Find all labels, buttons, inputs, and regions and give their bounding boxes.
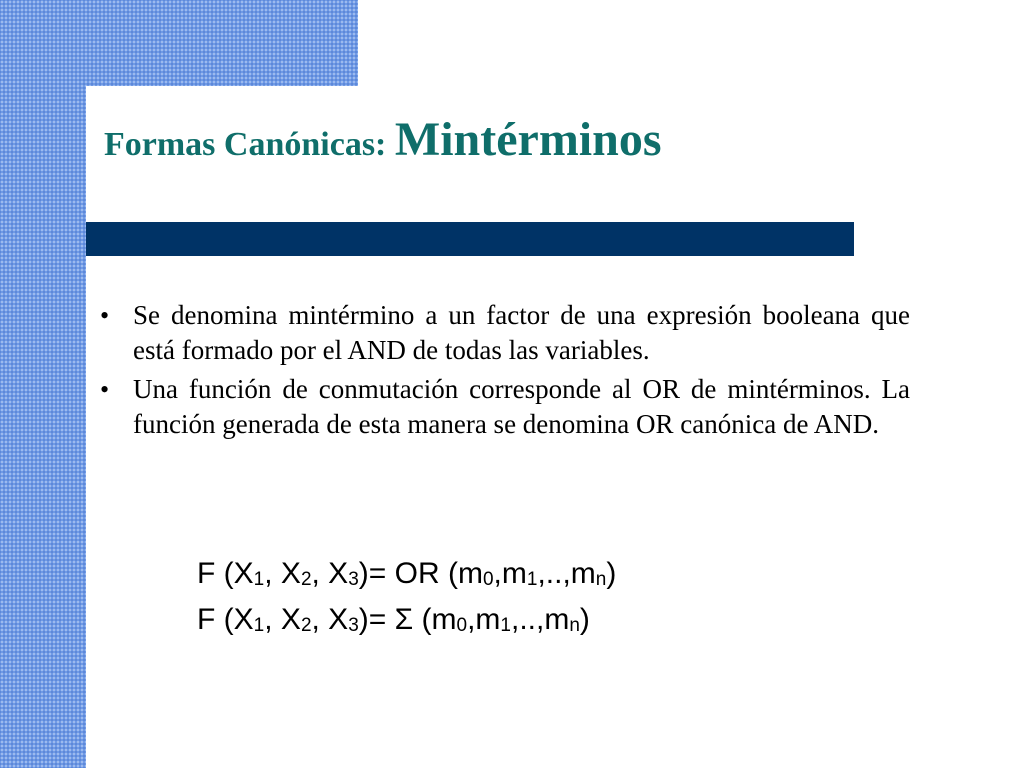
bullet-icon: • <box>100 375 110 404</box>
slide-title-main: Mintérminos <box>394 113 662 166</box>
decorative-left-panel <box>0 0 86 768</box>
formula-subscript: 0 <box>482 569 494 590</box>
formula-line <box>197 553 616 599</box>
formula-subscript: 3 <box>348 569 359 590</box>
formula-subscript: n <box>569 615 580 636</box>
formula-subscript: 0 <box>456 615 468 636</box>
bullet-item <box>100 372 910 442</box>
formula-subscript: 1 <box>253 615 265 636</box>
bullet-list <box>100 298 910 446</box>
formula-text: ) <box>579 603 590 636</box>
bullet-icon: • <box>100 301 110 330</box>
formula-text: )= Σ (m <box>358 603 457 636</box>
formula-text: ,..,m <box>537 557 596 590</box>
formula-subscript: 1 <box>526 569 538 590</box>
formula-text: , X <box>264 557 301 590</box>
formula-line <box>197 599 616 645</box>
formula-subscript: 1 <box>253 569 265 590</box>
formula-text: ,..,m <box>510 603 570 636</box>
bullet-text: Se denomina mintérmino a un factor de una expresión booleana que está formado por el AND de todas las variables. <box>133 300 910 365</box>
formula-text: F (X <box>197 557 254 590</box>
slide-title-prefix: Formas Canónicas: <box>104 126 395 163</box>
bullet-item <box>100 298 910 368</box>
formula-text: F (X <box>197 603 254 636</box>
slide-title <box>104 112 662 167</box>
formula-subscript: 2 <box>300 569 312 590</box>
formula-text: ) <box>606 557 617 590</box>
formula-text: ,m <box>493 557 527 590</box>
formula-subscript: n <box>595 569 607 590</box>
decorative-top-panel <box>0 0 358 86</box>
formula-text: )= OR (m <box>358 557 483 590</box>
formula-text: , X <box>311 603 349 636</box>
formula-text: , X <box>311 557 349 590</box>
formula-subscript: 2 <box>300 615 312 636</box>
formula-subscript: 3 <box>348 615 359 636</box>
title-underline-bar <box>86 222 854 256</box>
formula-text: , X <box>264 603 301 636</box>
formula-text: ,m <box>467 603 501 636</box>
bullet-text: Una función de conmutación corresponde al OR de mintérminos. La función generada de esta manera se denomina OR canónica de AND. <box>133 374 910 439</box>
formula-block <box>197 553 616 645</box>
formula-subscript: 1 <box>500 615 511 636</box>
